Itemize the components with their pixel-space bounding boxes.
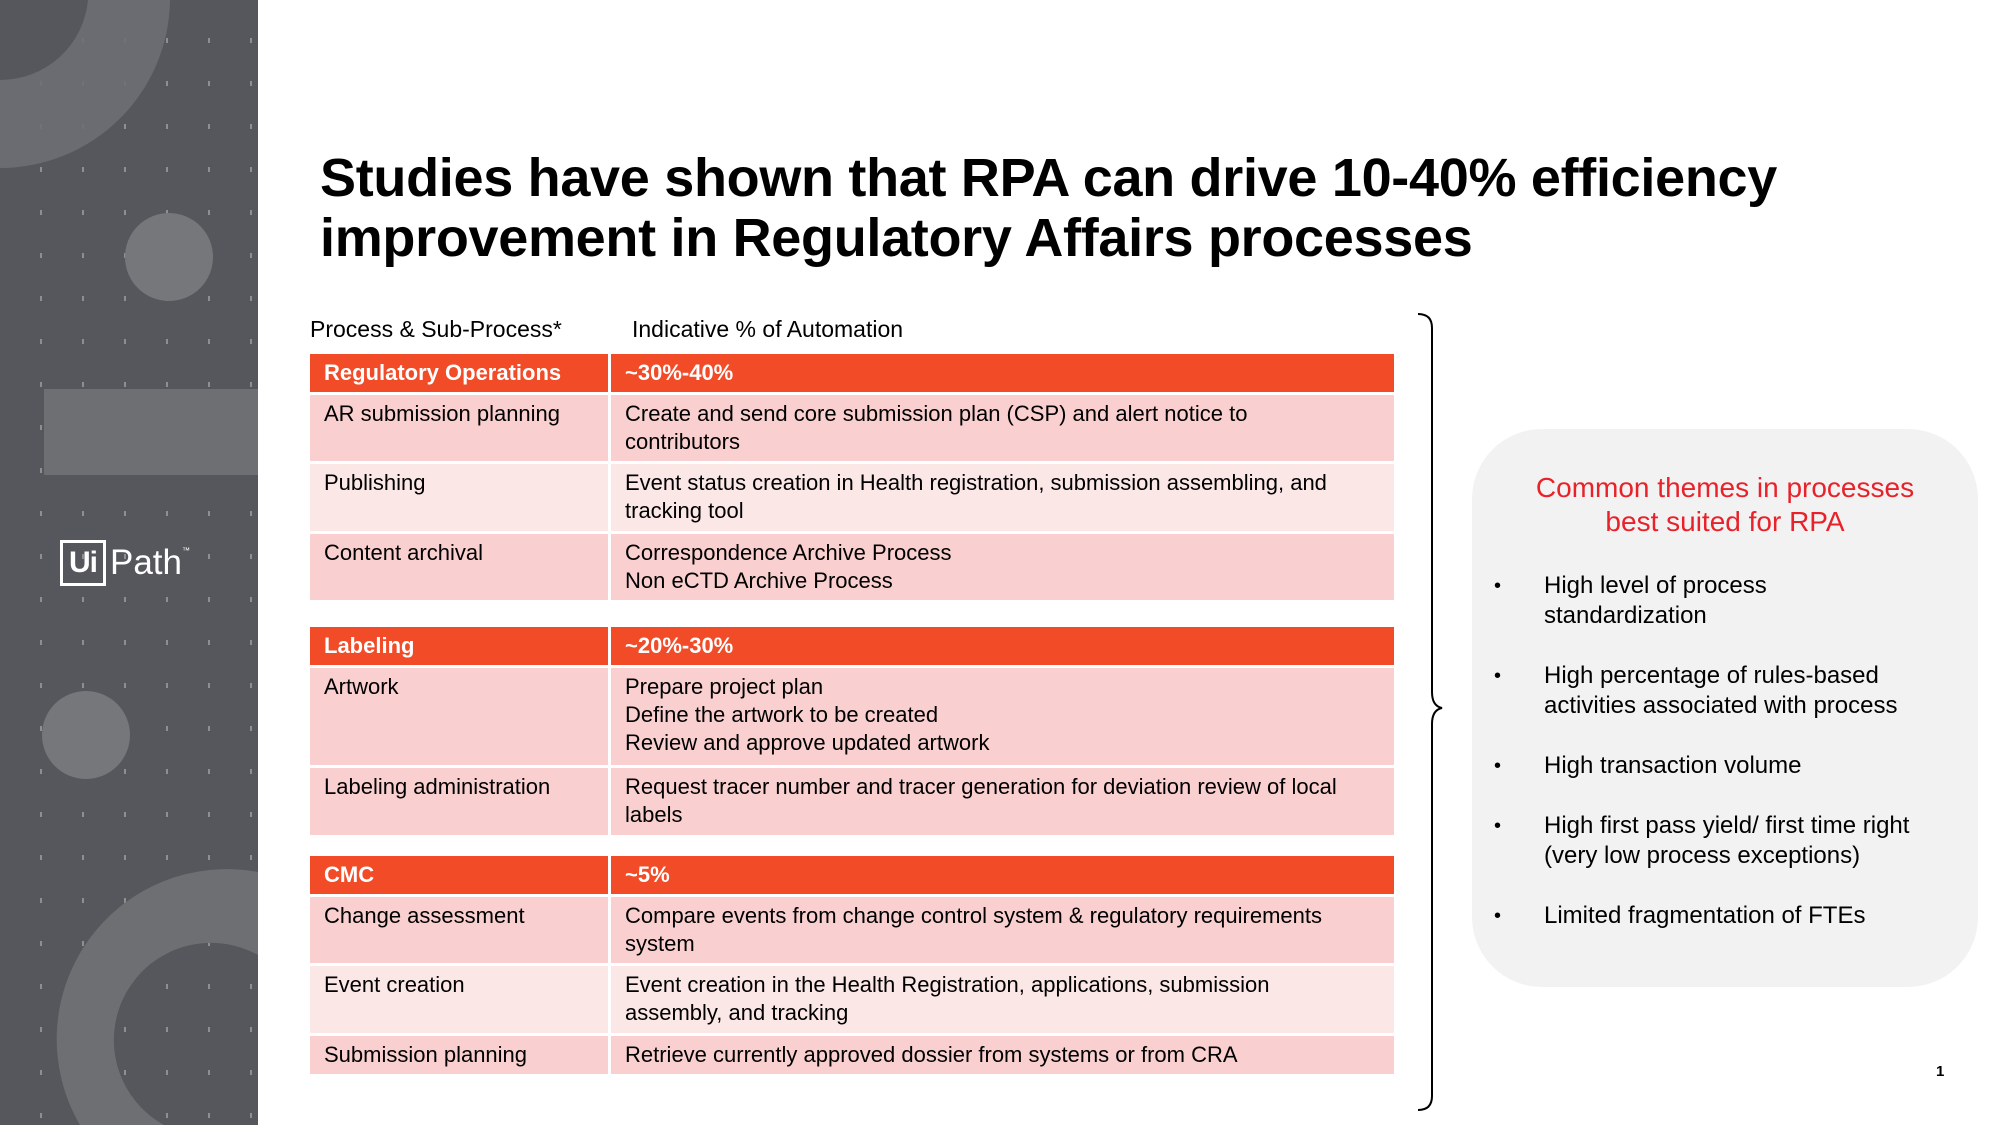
themes-title	[1472, 471, 1978, 539]
logo-word: Path	[110, 543, 182, 582]
list-item	[1494, 811, 1964, 871]
item-line: High first pass yield/ first time right	[1544, 812, 1910, 839]
bullet-icon: •	[1494, 665, 1502, 687]
group-name: Regulatory Operations	[310, 354, 608, 392]
process-cell: Submission planning	[310, 1036, 608, 1074]
themes-list	[1494, 571, 1964, 961]
process-cell: Labeling administration	[310, 768, 608, 835]
group-labeling	[310, 627, 1394, 838]
slide-title	[320, 148, 1940, 268]
process-cell: Artwork	[310, 668, 608, 765]
cell-line: Define the artwork to be created	[625, 702, 939, 727]
bullet-icon: •	[1494, 575, 1502, 597]
process-cell: AR submission planning	[310, 395, 608, 461]
cell-line: Event creation in the Health Registration, applications, submission	[625, 972, 1270, 997]
cell-line: system	[625, 931, 695, 956]
item-line: High level of process	[1544, 572, 1767, 599]
table-row	[310, 768, 1394, 835]
list-item	[1494, 661, 1964, 721]
table-row	[310, 534, 1394, 600]
logo-box: Ui	[60, 540, 106, 586]
themes-title-line: Common themes in processes	[1535, 472, 1915, 503]
automation-cell	[611, 464, 1394, 531]
list-item	[1494, 571, 1964, 631]
table-row	[310, 966, 1394, 1033]
list-item	[1494, 751, 1964, 781]
table-row	[310, 1036, 1394, 1074]
item-line: High transaction volume	[1544, 752, 1802, 779]
item-line: activities associated with process	[1544, 692, 1898, 719]
cell-line: Compare events from change control system & regulatory requirements	[625, 903, 1322, 928]
table-row	[310, 897, 1394, 963]
table-row	[310, 668, 1394, 765]
cell-line: Create and send core submission plan (CSP) and alert notice to	[625, 401, 1248, 426]
cell-line: Non eCTD Archive Process	[625, 568, 893, 593]
group-regulatory-operations	[310, 354, 1394, 603]
cell-line: Request tracer number and tracer generation for deviation review of local	[625, 774, 1337, 799]
cell-line: contributors	[625, 429, 740, 454]
item-line: standardization	[1544, 602, 1707, 629]
item-line: Limited fragmentation of FTEs	[1544, 902, 1866, 929]
automation-cell	[611, 534, 1394, 600]
group-percent: ~20%-30%	[611, 627, 1394, 665]
cell-line: tracking tool	[625, 498, 744, 523]
table-row	[310, 395, 1394, 461]
item-line: High percentage of rules-based	[1544, 662, 1879, 689]
group-name: CMC	[310, 856, 608, 894]
group-cmc	[310, 856, 1394, 1077]
group-header-row	[310, 354, 1394, 392]
title-line-1: Studies have shown that RPA can drive 10-40% efficiency	[320, 148, 1777, 208]
group-header-row	[310, 856, 1394, 894]
process-cell: Event creation	[310, 966, 608, 1033]
page-number: 1	[1936, 1063, 1945, 1080]
process-cell: Publishing	[310, 464, 608, 531]
cell-line: Review and approve updated artwork	[625, 730, 990, 755]
cell-line: Retrieve currently approved dossier from systems or from CRA	[625, 1042, 1238, 1067]
automation-cell	[611, 1036, 1394, 1074]
table-row	[310, 464, 1394, 531]
bullet-icon: •	[1494, 815, 1502, 837]
cell-line: Correspondence Archive Process	[625, 540, 952, 565]
group-header-row	[310, 627, 1394, 665]
cell-line: Event status creation in Health registration, submission assembling, and	[625, 470, 1327, 495]
brand-side-panel	[0, 0, 258, 1125]
column-header-process: Process & Sub-Process*	[310, 316, 562, 342]
bullet-icon: •	[1494, 905, 1502, 927]
cell-line: Prepare project plan	[625, 674, 824, 699]
process-cell: Change assessment	[310, 897, 608, 963]
automation-cell	[611, 668, 1394, 765]
cell-line: assembly, and tracking	[625, 1000, 849, 1025]
automation-cell	[611, 768, 1394, 835]
curly-bracket	[1412, 312, 1452, 1112]
automation-cell	[611, 966, 1394, 1033]
list-item	[1494, 901, 1964, 931]
bullet-icon: •	[1494, 755, 1502, 777]
group-percent: ~5%	[611, 856, 1394, 894]
group-percent: ~30%-40%	[611, 354, 1394, 392]
themes-panel	[1472, 429, 1978, 987]
themes-title-line: best suited for RPA	[1605, 506, 1845, 537]
item-line: (very low process exceptions)	[1544, 842, 1861, 869]
cell-line: labels	[625, 802, 683, 827]
column-header-automation: Indicative % of Automation	[632, 316, 904, 342]
logo-trademark: ™	[182, 546, 190, 555]
title-line-2: improvement in Regulatory Affairs processes	[320, 208, 1473, 268]
automation-cell	[611, 395, 1394, 461]
group-name: Labeling	[310, 627, 608, 665]
automation-cell	[611, 897, 1394, 963]
uipath-logo	[60, 540, 190, 586]
process-cell: Content archival	[310, 534, 608, 600]
